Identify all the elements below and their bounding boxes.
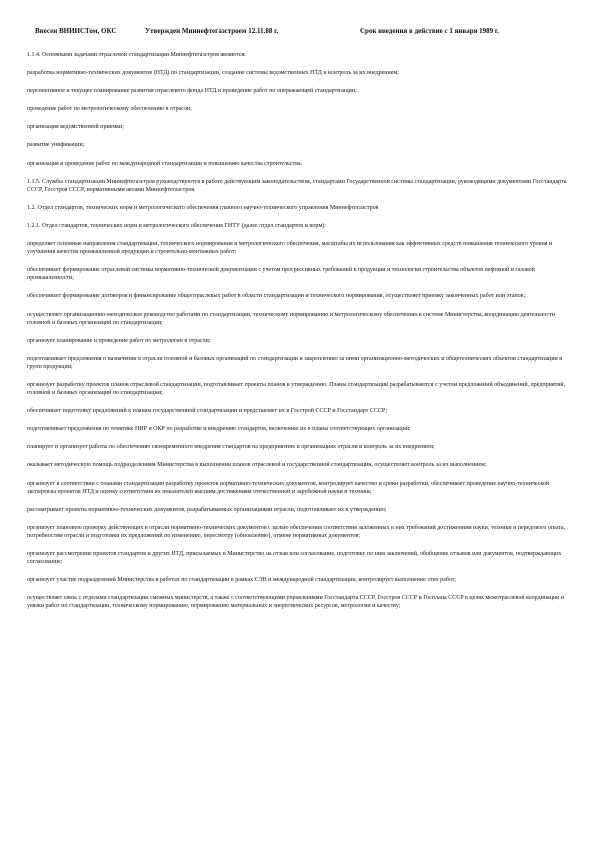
paragraph: обеспечивает формирование отраслевой системы нормативно-технической документации с учетом прогрессивных требований к продукции и технологии строительства объектов нефтяной и газовой промышленности;: [27, 267, 535, 282]
paragraph: обеспечивает подготовку предложений к планам государственной стандартизации и представляет их в Госстрой СССР и Госстандарт СССР;: [27, 408, 388, 415]
approved-by: Утвержден Миннефтегазстроем 12.11.88 г.: [145, 27, 279, 35]
paragraph: организует участие подразделений Министерства в работах по стандартизации в рамках СЭВ и международной стандартизации, контролирует выполнение этих работ;: [27, 577, 457, 584]
paragraph: организация и проведение работ по международной стандартизации и повышению качества строительства.: [27, 160, 303, 167]
paragraph: организация ведомственной приемки;: [27, 124, 124, 131]
paragraph: обеспечивает формирование договоров и финансирование общеотраслевых работ в области стандартизации и технического нормирования, осуществляет приемку законченных работ или этапов;: [27, 293, 526, 300]
paragraph: определяет основные направления стандартизации, технического нормирования и метрологического обеспечения, масштабы их использования как эффективных средств повышения технического уровня и улучшения качества промышленной продукции и строительно-монтажных работ;: [27, 241, 553, 256]
paragraph: рассматривает проекты нормативно-технических документов, разрабатываемых организациями отрасли, подготавливает их к утверждению;: [27, 506, 387, 513]
paragraph: 1.2.1. Отдел стандартов, технических норм и метрологического обеспечения ГНТУ (далее отдел стандартов и норм):: [27, 222, 326, 229]
effective-date: Срок введения в действие с 1 января 1989 г.: [360, 27, 500, 35]
paragraph: организует рассмотрение проектов стандартов и других НТД, присылаемых в Министерство на отзыв или согласование, подготовку по ним заключений, обобщение отзывов или документов, подтверждающих согласование;: [27, 551, 562, 566]
paragraph: 1.1.5. Службы стандартизации Миннефтегазстроя руководствуются в работе действующим законодательством, стандартами Государственной системы стандартизации, руководящими документами Госстандарта СССР, Госстроя СССР, нормативными актами Миннефтегазстроя.: [27, 178, 567, 193]
document-header: [27, 27, 568, 35]
paragraph: организует планирование и проведение работ по метрологии в отрасли;: [27, 337, 211, 344]
section-heading: 1.2. Отдел стандартов, технических норм и метрологического обеспечения главного научно-технического управления Миннефтегазстроя: [27, 204, 379, 211]
paragraph: перспективное и текущее планирование развития отраслевого фонда НТД и проведение работ по опережающей стандартизации;: [27, 88, 357, 95]
paragraph: оказывает методическую помощь подразделениям Министерства в выполнении планов отраслевой и государственной стандартизации, осуществляет контроль за их выполнением;: [27, 462, 487, 469]
paragraph: планирует и организует работы по обеспечению своевременного внедрения стандартов на предприятиях и организациях отрасли и контроль за их внедрением;: [27, 444, 435, 451]
paragraph: подготавливает предложения о назначении в отрасли головной и базовых организаций по стандартизации и закреплению за ними организационно-методических и общетехнических объектов стандартизации и групп продукции;: [27, 355, 563, 370]
paragraph: подготавливает предложения по тематике НИР и ОКР по разработке и внедрению стандартов, включению их в планы соответствующих организаций;: [27, 426, 411, 433]
paragraph: организует разработку проектов планов отраслевой стандартизации, подготавливает проекты планов к утверждению. Планы стандартизации разрабатываются с учетом предложений объединений, предприятий, головной и базовых организаций по стандартизации;: [27, 381, 566, 397]
paragraph: проведение работ по метрологическому обеспечению в отрасли;: [27, 106, 192, 113]
paragraph: организует плановую проверку действующих в отрасли нормативно-технических документов с целью обеспечения соответствия заложенных в них требований достижениям науки, техники и передового опыта, потребностям отрасли и подготовки их предложений по изменению, пересмотру (обновлению), отмене нормативных документов;: [27, 524, 566, 539]
introduced-by: Внесен ВНИИСТом, ОКС: [35, 27, 117, 35]
paragraph: развитие унификации;: [27, 142, 85, 149]
document-body: [27, 51, 568, 610]
paragraph: организует в соответствии с планами стандартизации разработку проектов нормативно-технических документов, контролирует качество и сроки разработки, обеспечивает проведение научно-технической экспертизы проектов НТД и оценку соответствия их показателей высшим достижениям отечественной и зарубежной науки и техники;: [27, 480, 550, 495]
paragraph: осуществляет организационно-методическое руководство работами по стандартизации, техническому нормированию и метрологическому обеспечению в системе Министерства, координацию деятельности головной и базовых организаций по стандартизации;: [27, 311, 555, 326]
paragraph: 1.1.4. Основными задачами отраслевой стандартизации Миннефтегазстроя являются:: [27, 52, 246, 58]
paragraph: разработка нормативно-технических документов (НТД) по стандартизации, создание системы ведомственных НТД и контроль за их внедрением;: [27, 70, 399, 77]
paragraph: осуществляет связь с отделами стандартизации смежных министерств, а также с соответствующими управлениями Госстандарта СССР, Госстроя СССР и Госплана СССР в целях межотраслевой координации и увязки работ по стандартизации, техническому нормированию, нормированию материальных и энергетических ресурсов, метрологии и качеству;: [27, 595, 565, 610]
